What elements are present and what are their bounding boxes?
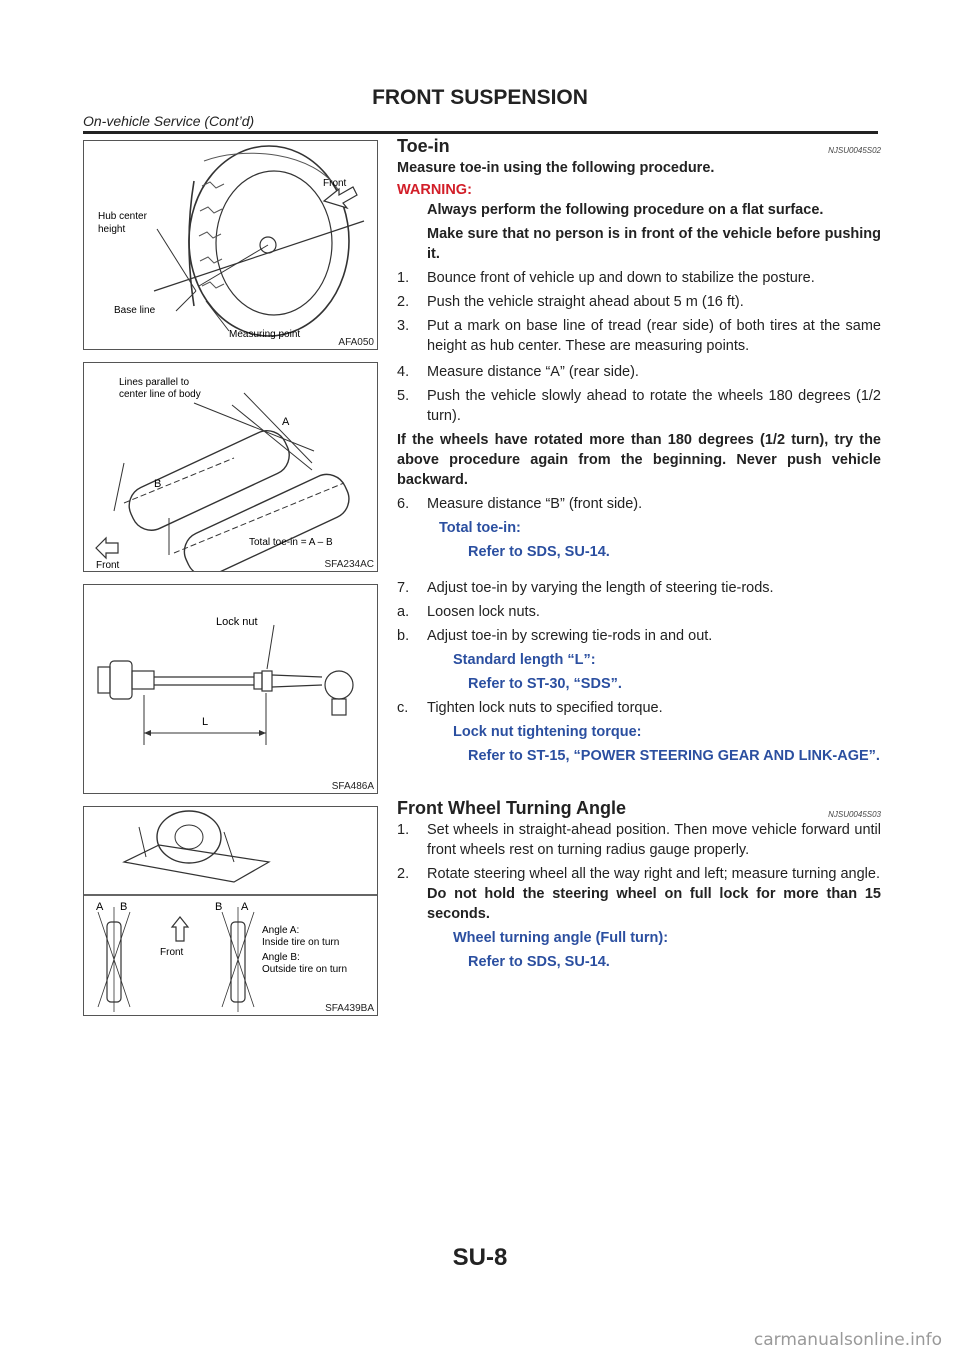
- callout-a-right: A: [241, 901, 249, 913]
- callout-b-right: B: [215, 901, 223, 913]
- turning-angle-diagram: [84, 807, 377, 1015]
- figure-turning-angle: [83, 806, 378, 1016]
- warning-text-2: Make sure that no person is in front of the vehicle before pushing it.: [427, 226, 881, 262]
- rotate-note: If the wheels have rotated more than 180 degrees (1/2 turn), try the above procedure again from the beginning. Never push vehicle backward.: [397, 432, 881, 488]
- figure-label: AFA050: [338, 337, 374, 348]
- spec-label: Standard length “L”:: [453, 652, 596, 668]
- sub-step-a: [397, 602, 881, 622]
- step-text: Set wheels in straight-ahead position. Then move vehicle forward until front wheels rest on turning radius gauge properly.: [427, 822, 881, 858]
- step-2: [397, 864, 881, 884]
- spec-value: Refer to SDS, SU-14.: [468, 954, 610, 970]
- step-number: 3.: [397, 318, 410, 334]
- step-number: 7.: [397, 580, 410, 596]
- section-code: NJSU0045S02: [828, 146, 881, 155]
- tie-rod-diagram: [84, 585, 377, 793]
- toe-in-intro: Measure toe-in using the following procedure.: [397, 160, 715, 176]
- step-text: Loosen lock nuts.: [427, 604, 540, 620]
- step-letter: a.: [397, 604, 410, 620]
- step-1: [397, 820, 881, 860]
- steps-list: [397, 362, 881, 426]
- step-letter: c.: [397, 700, 409, 716]
- step-number: 1.: [397, 270, 410, 286]
- callout-a-left: A: [96, 901, 104, 913]
- figure-label: SFA234AC: [324, 559, 374, 570]
- step-item: [397, 362, 881, 382]
- spec-label: Lock nut tightening torque:: [453, 724, 642, 740]
- spec-label: Total toe-in:: [439, 520, 521, 536]
- step-text: Measure distance “B” (front side).: [427, 496, 643, 512]
- callout-front: Front: [96, 560, 120, 571]
- step-text: Put a mark on base line of tread (rear side) of both tires at the same height as hub center. These are measuring points.: [427, 318, 881, 354]
- step-number: 1.: [397, 822, 410, 838]
- step-6: [397, 494, 881, 514]
- step-2-note: Do not hold the steering wheel on full lock for more than 15 seconds.: [427, 886, 881, 922]
- callout-angle-a-2: Inside tire on turn: [262, 937, 340, 948]
- callout-l: L: [202, 716, 209, 728]
- step-text: Rotate steering wheel all the way right and left; measure turning angle.: [427, 866, 880, 882]
- step-text: Adjust toe-in by screwing tie-rods in and out.: [427, 628, 713, 644]
- section-turning-angle-title: [397, 798, 881, 819]
- step-number: 2.: [397, 866, 410, 882]
- spec-value: Refer to ST-30, “SDS”.: [468, 676, 622, 692]
- callout-total-toe-in: Total toe-in = A – B: [249, 537, 333, 548]
- step-item: [397, 268, 881, 288]
- callout-measuring-point: Measuring point: [229, 329, 301, 340]
- step-text: Push the vehicle straight ahead about 5 m (16 ft).: [427, 294, 744, 310]
- step-number: 6.: [397, 496, 410, 512]
- toe-in-diagram: [84, 363, 377, 571]
- tire-diagram: [84, 141, 377, 349]
- callout-front: Front: [323, 178, 347, 189]
- callout-hub-center-1: Hub center: [98, 211, 147, 222]
- callout-hub-center-2: height: [98, 224, 126, 235]
- callout-front: Front: [160, 947, 184, 958]
- step-text: Tighten lock nuts to specified torque.: [427, 700, 663, 716]
- warning-text-1: Always perform the following procedure on a flat surface.: [427, 202, 824, 218]
- section-code: NJSU0045S03: [828, 810, 881, 819]
- page-number: SU-8: [452, 1244, 508, 1271]
- callout-lock-nut: Lock nut: [216, 616, 258, 628]
- warning-label: WARNING:: [397, 182, 472, 198]
- spec-value: Refer to SDS, SU-14.: [468, 544, 610, 560]
- callout-b-left: B: [120, 901, 128, 913]
- section-title: Front Wheel Turning Angle: [397, 798, 626, 818]
- callout-a: A: [282, 416, 290, 428]
- toe-in-body-2: [397, 362, 881, 562]
- sub-step-b: [397, 626, 881, 646]
- step-item: [397, 386, 881, 426]
- step-number: 5.: [397, 388, 410, 404]
- page-subtitle: On-vehicle Service (Cont’d): [83, 113, 255, 129]
- page-title: FRONT SUSPENSION: [372, 86, 588, 109]
- callout-lines-parallel-2: center line of body: [119, 389, 201, 400]
- figure-label: SFA486A: [331, 781, 374, 792]
- step-text: Bounce front of vehicle up and down to stabilize the posture.: [427, 270, 815, 286]
- spec-label: Wheel turning angle (Full turn):: [453, 930, 669, 946]
- step-7: [397, 578, 881, 598]
- callout-angle-a-1: Angle A:: [262, 925, 300, 936]
- step-text: Measure distance “A” (rear side).: [427, 364, 639, 380]
- watermark: carmanualsonline.info: [753, 1330, 942, 1350]
- callout-angle-b-2: Outside tire on turn: [262, 964, 348, 975]
- figure-tie-rod: [83, 584, 378, 794]
- steps-list: [397, 268, 881, 356]
- step-number: 4.: [397, 364, 410, 380]
- spec-value: Refer to ST-15, “POWER STEERING GEAR AND LINK-AGE”.: [468, 748, 880, 764]
- step-text: Adjust toe-in by varying the length of steering tie-rods.: [427, 580, 774, 596]
- figure-tire-measuring-point: [83, 140, 378, 350]
- figure-label: SFA439BA: [325, 1003, 374, 1014]
- section-toe-in-title: [397, 136, 881, 157]
- callout-lines-parallel-1: Lines parallel to: [119, 377, 190, 388]
- step-number: 2.: [397, 294, 410, 310]
- callout-b: B: [154, 478, 162, 490]
- step-letter: b.: [397, 628, 410, 644]
- section-title: Toe-in: [397, 136, 450, 156]
- step-item: [397, 316, 881, 356]
- callout-base-line: Base line: [114, 305, 156, 316]
- toe-in-body-3: [397, 578, 881, 766]
- callout-angle-b-1: Angle B:: [262, 952, 300, 963]
- sub-step-c: [397, 698, 881, 718]
- turning-body: [397, 820, 881, 972]
- figure-toe-in-measurement: [83, 362, 378, 572]
- step-text: Push the vehicle slowly ahead to rotate the wheels 180 degrees (1/2 turn).: [427, 388, 881, 424]
- step-item: [397, 292, 881, 312]
- header-divider: [83, 131, 878, 134]
- toe-in-body-1: [397, 158, 881, 360]
